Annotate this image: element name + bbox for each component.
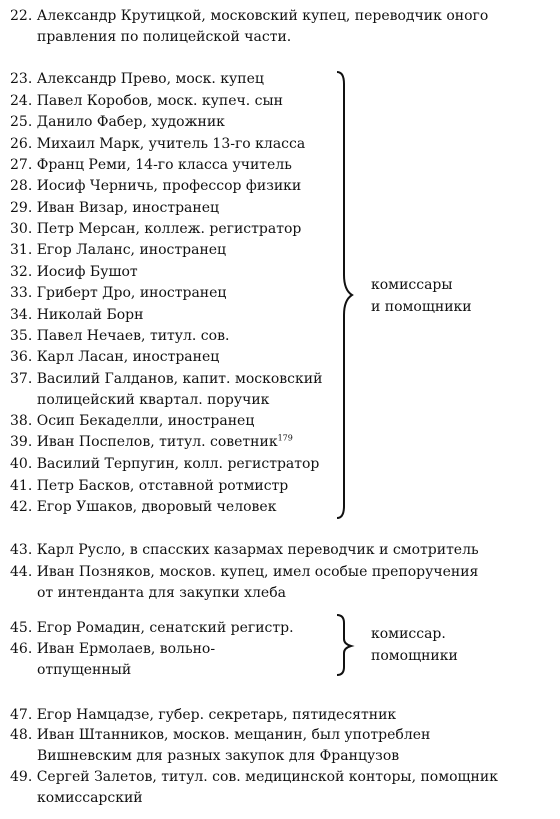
list-item bbox=[10, 199, 219, 217]
right-brace-2 bbox=[334, 613, 356, 677]
list-item bbox=[10, 135, 305, 153]
list-item-continuation bbox=[37, 747, 399, 765]
entry-text: 34. Николай Борн bbox=[10, 307, 144, 323]
list-item bbox=[10, 284, 226, 302]
list-item bbox=[10, 477, 288, 495]
list-item bbox=[10, 726, 430, 744]
list-item bbox=[10, 370, 322, 388]
entry-text: Вишневским для разных закупок для Французов bbox=[37, 748, 400, 764]
entry-text: 47. Егор Намцадзе, губер. секретарь, пятидесятник bbox=[10, 707, 397, 723]
entry-text: 27. Франц Реми, 14-го класса учитель bbox=[10, 157, 292, 173]
entry-text: 41. Петр Басков, отставной ротмистр bbox=[10, 478, 289, 494]
entry-text: 25. Данило Фабер, художник bbox=[10, 114, 225, 130]
entry-text: 38. Осип Бекаделли, иностранец bbox=[10, 413, 255, 429]
footnote-marker[interactable]: 179 bbox=[277, 433, 293, 443]
entry-text: 35. Павел Нечаев, титул. сов. bbox=[10, 328, 230, 344]
entry-text: 42. Егор Ушаков, дворовый человек bbox=[10, 499, 277, 515]
list-item bbox=[10, 563, 478, 581]
entry-text: 36. Карл Ласан, иностранец bbox=[10, 349, 220, 365]
entry-text: от интенданта для закупки хлеба bbox=[37, 585, 286, 601]
entry-text: 24. Павел Коробов, моск. купеч. сын bbox=[10, 93, 283, 109]
bracket-label-line: и помощники bbox=[371, 299, 472, 315]
entry-text: 39. Иван Поспелов, титул. советник bbox=[10, 434, 278, 450]
entry-text: комиссарский bbox=[37, 790, 143, 806]
bracket-label-line: комиссары bbox=[371, 277, 453, 293]
list-item-continuation bbox=[37, 391, 269, 409]
list-item bbox=[10, 619, 294, 637]
list-item bbox=[10, 541, 479, 559]
list-item bbox=[10, 768, 498, 786]
list-item-continuation bbox=[37, 661, 131, 679]
list-item bbox=[10, 263, 138, 281]
entry-text: 22. Александр Крутицкой, московский купец, переводчик оного bbox=[10, 8, 489, 24]
list-item bbox=[10, 70, 264, 88]
list-item bbox=[10, 177, 301, 195]
list-item bbox=[10, 327, 229, 345]
list-item bbox=[10, 156, 292, 174]
list-item bbox=[10, 92, 283, 110]
entry-text: 46. Иван Ермолаев, вольно- bbox=[10, 641, 216, 657]
list-item bbox=[10, 220, 301, 238]
entry-text: 43. Карл Русло, в спасских казармах переводчик и смотритель bbox=[10, 542, 479, 558]
list-item-continuation bbox=[37, 28, 291, 46]
entry-text: полицейский квартал. поручик bbox=[37, 392, 270, 408]
entry-text: правления по полицейской части. bbox=[37, 29, 292, 45]
entry-text: 37. Василий Галданов, капит. московский bbox=[10, 371, 323, 387]
bracket-label-2 bbox=[371, 623, 458, 667]
list-item bbox=[10, 706, 396, 724]
entry-text: 30. Петр Мерсан, коллеж. регистратор bbox=[10, 221, 302, 237]
entry-text: 31. Егор Лаланс, иностранец bbox=[10, 242, 227, 258]
list-item bbox=[10, 433, 293, 451]
entry-text: 44. Иван Позняков, москов. купец, имел особые препоручения bbox=[10, 564, 479, 580]
list-item-continuation bbox=[37, 789, 143, 807]
bracket-label-line: помощники bbox=[371, 648, 458, 664]
right-brace-1 bbox=[334, 70, 356, 520]
entry-text: 26. Михаил Марк, учитель 13-го класса bbox=[10, 136, 306, 152]
entry-text: 40. Василий Терпугин, колл. регистратор bbox=[10, 456, 320, 472]
list-item bbox=[10, 640, 215, 658]
list-item bbox=[10, 7, 488, 25]
entry-text: 49. Сергей Залетов, титул. сов. медицинской конторы, помощник bbox=[10, 769, 498, 785]
bracket-label-line: комиссар. bbox=[371, 626, 446, 642]
entry-text: 32. Иосиф Бушот bbox=[10, 264, 138, 280]
entry-text: 48. Иван Штанников, москов. мещанин, был употреблен bbox=[10, 727, 431, 743]
entry-text: 23. Александр Прево, моск. купец bbox=[10, 71, 264, 87]
list-item bbox=[10, 241, 226, 259]
entry-text: 45. Егор Ромадин, сенатский регистр. bbox=[10, 620, 294, 636]
bracket-label-1 bbox=[371, 274, 472, 318]
entry-text: 28. Иосиф Черничь, профессор физики bbox=[10, 178, 302, 194]
list-item bbox=[10, 498, 276, 516]
entry-text: 29. Иван Визар, иностранец bbox=[10, 200, 220, 216]
entry-text: 33. Гриберт Дро, иностранец bbox=[10, 285, 227, 301]
list-item bbox=[10, 412, 254, 430]
list-item bbox=[10, 348, 219, 366]
list-item bbox=[10, 306, 143, 324]
list-item bbox=[10, 455, 319, 473]
list-item-continuation bbox=[37, 584, 286, 602]
entry-text: отпущенный bbox=[37, 662, 132, 678]
list-item bbox=[10, 113, 225, 131]
